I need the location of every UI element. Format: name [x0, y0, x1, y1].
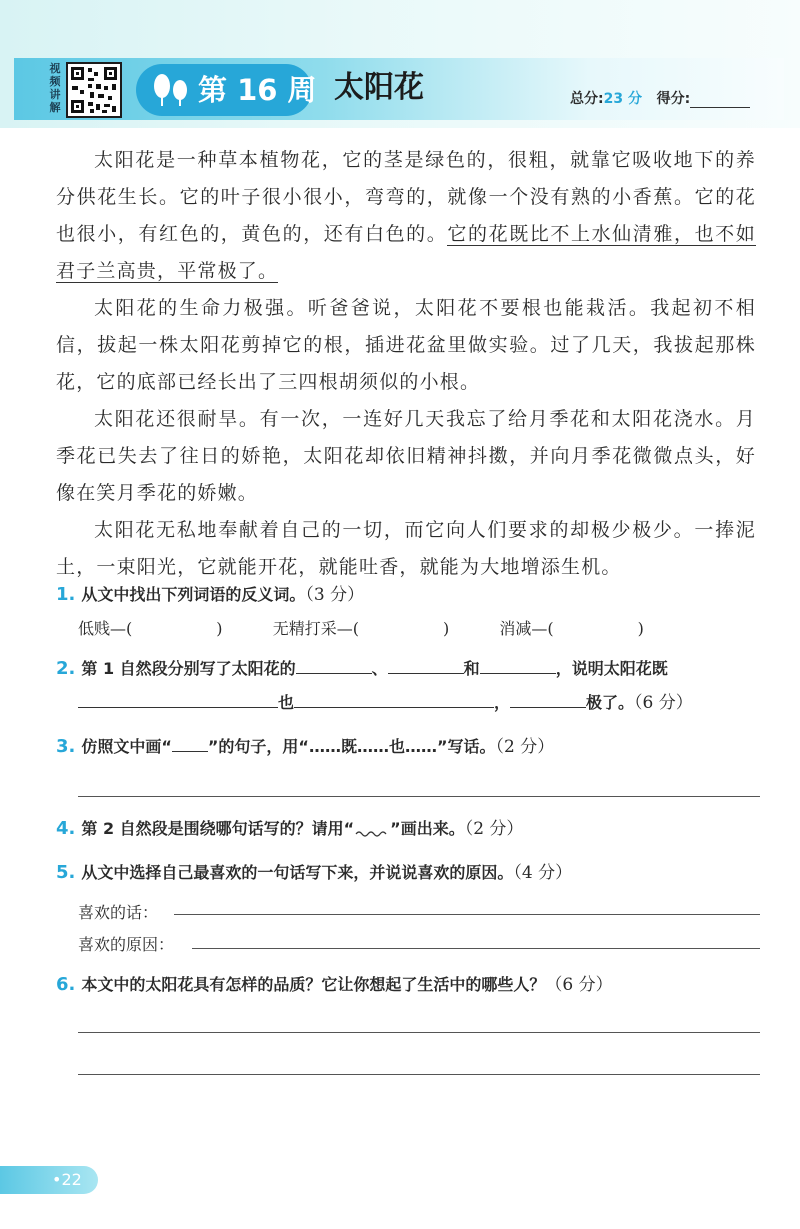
answer-line[interactable] [78, 1032, 760, 1033]
page-number: •22 [52, 1170, 82, 1189]
score-box: 总分:23 分 得分: [570, 90, 750, 108]
week-label: 第 16 周 [198, 73, 317, 107]
question-3: 3. 仿照文中画“ ”的句子，用“……既……也……”写话。（2 分） [56, 730, 766, 764]
straight-line-sample [172, 731, 208, 752]
trees-icon [148, 72, 194, 108]
favorite-sentence-label: 喜欢的话： [78, 903, 159, 922]
paragraph-1: 太阳花是一种草本植物花，它的茎是绿色的，很粗，就靠它吸收地下的养分供花生长。它的叶子很小很小，弯弯的，就像一个没有熟的小香蕉。它的花也很小，有红色的，黄色的，还有白色的。它的花既比不上水仙清雅，也不如君子兰高贵，平常极了。 [56, 149, 756, 282]
favorite-reason-line[interactable] [192, 948, 760, 949]
favorite-sentence-line[interactable] [174, 914, 760, 915]
question-5: 5. 从文中选择自己最喜欢的一句话写下来，并说说喜欢的原因。（4 分） [56, 862, 573, 883]
answer-blank[interactable] [510, 687, 586, 708]
favorite-reason-label: 喜欢的原因： [78, 935, 175, 954]
wavy-line-icon [354, 822, 390, 838]
answer-blank[interactable] [480, 653, 556, 674]
paragraph-4: 太阳花无私地奉献着自己的一切，而它向人们要求的却极少极少。一捧泥土，一束阳光，它就能开花，就能吐香，就能为大地增添生机。 [56, 519, 756, 578]
question-4: 4. 第 2 自然段是围绕哪句话写的？请用“ ”画出来。（2 分） [56, 818, 524, 839]
reading-passage [56, 142, 756, 586]
answer-line[interactable] [78, 1074, 760, 1075]
answer-blank[interactable] [388, 653, 464, 674]
underlined-sentence: 它的花既比不上水仙清雅，也不如君子兰高贵，平常极了。 [56, 223, 756, 282]
page-title: 太阳花 [334, 70, 424, 105]
question-6: 6. 本文中的太阳花具有怎样的品质？它让你想起了生活中的哪些人？（6 分） [56, 974, 613, 995]
page-number-tab [0, 1166, 98, 1194]
paragraph-3: 太阳花还很耐旱。有一次，一连好几天我忘了给月季花和太阳花浇水。月季花已失去了往日的娇艳，太阳花却依旧精神抖擞，并向月季花微微点头，好像在笑月季花的娇嫩。 [56, 408, 756, 504]
question-1-answers: 低贱—( ) 无精打采—( ) 消减—( ) [78, 619, 644, 638]
score-blank [690, 93, 750, 108]
question-2-line-2: 也 ， 极了。（6 分） [78, 686, 788, 720]
answer-blank[interactable] [296, 653, 372, 674]
qr-code-icon[interactable] [66, 62, 122, 118]
answer-blank[interactable] [294, 687, 494, 708]
qr-label: 视 频 讲 解 [49, 62, 61, 114]
answer-blank[interactable] [78, 687, 278, 708]
week-badge [136, 64, 317, 116]
total-score: 23 分 [603, 91, 642, 107]
question-2: 2. 第 1 自然段分别写了太阳花的 、 和 ，说明太阳花既 [56, 652, 766, 686]
answer-line[interactable] [78, 796, 760, 797]
paragraph-2: 太阳花的生命力极强。听爸爸说，太阳花不要根也能栽活。我起初不相信，拔起一株太阳花剪掉它的根，插进花盆里做实验。过了几天，我拔起那株花，它的底部已经长出了三四根胡须似的小根。 [56, 297, 756, 393]
question-1: 1. 从文中找出下列词语的反义词。（3 分） [56, 584, 365, 605]
